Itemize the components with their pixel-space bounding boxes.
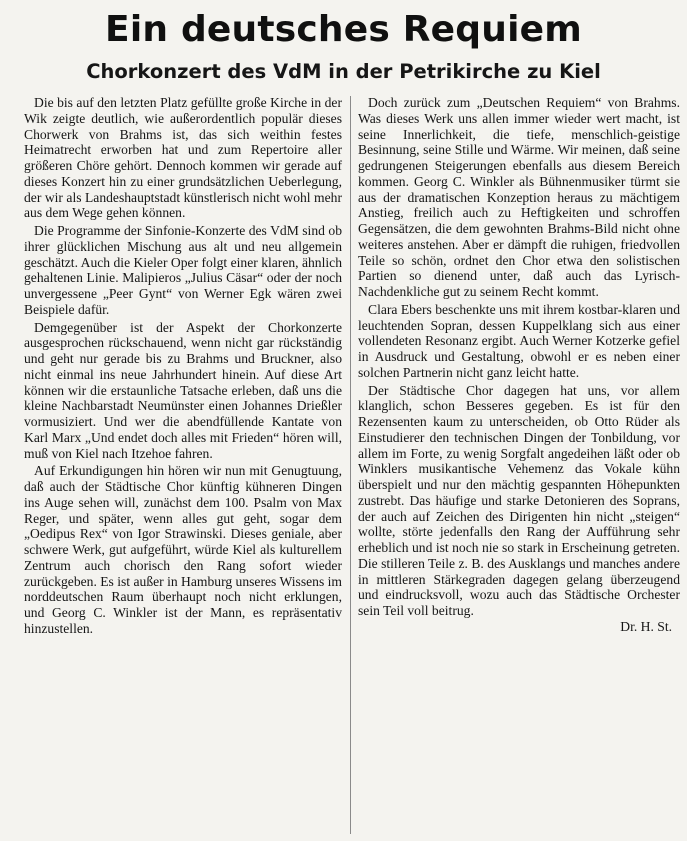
author-signature: Dr. H. St. xyxy=(620,618,672,634)
paragraph: Clara Ebers beschenkte uns mit ihrem kostbar-klaren und leuchtenden Sopran, dessen Kuppelklang sich aus einer vollendeten Resonanz ergibt. Auch Werner Kotzerke gefiel in Ausdruck und Gestaltung, obwohl er es neben einer solchen Partnerin nicht ganz leicht hatte. xyxy=(358,301,680,380)
left-column xyxy=(24,95,342,637)
paragraph: Doch zurück zum „Deutschen Requiem“ von Brahms. Was dieses Werk uns allen immer wieder wert macht, ist seine Innerlichkeit, die tiefe, menschlich-geistige Besinnung, seine Stille und Wärme. Wir meinen, daß seine gedrungenen Steigerungen ebenfalls aus diesem Bereich kommen. Georg C. Winkler als Bühnenmusiker türmt sie aus der dramatischen Konzeption heraus zu mächtigem Anstieg, freilich auch zu Heftigkeiten und schroffen Gegensätzen, die dem gewohnten Brahms-Bild nicht ohne weiteres anstehen. Aber er dämpft die ruhigen, friedvollen Teile so schön, ordnet den Chor etwa den solistischen Partien so dienend unter, daß auch das Lyrisch-Nachdenkliche gut zu seinem Recht kommt. xyxy=(358,95,680,299)
paragraph: Auf Erkundigungen hin hören wir nun mit Genugtuung, daß auch der Städtische Chor künftig kühneren Dingen ins Auge sehen will, zunächst dem 100. Psalm von Max Reger, und später, wenn alles gut geht, sogar dem „Oedipus Rex“ von Igor Strawinski. Dieses geniale, aber schwere Werk, gut aufgeführt, würde Kiel als kulturellem Zentrum auch chorisch den Rang sofort wieder zurückgeben. Es ist außer in Hamburg unseres Wissens im norddeutschen Raum überhaupt noch nicht erklungen, und Georg C. Winkler ist der Mann, es repräsentativ hinzustellen. xyxy=(24,463,342,636)
paragraph: Der Städtische Chor dagegen hat uns, vor allem klanglich, schon Besseres gegeben. Es ist für den Rezensenten kaum zu unterscheiden, ob Otto Rüder als Einstudierer den technischen Dingen der Tonbildung, vor allem im Forte, zu wenig Sorgfalt angedeihen läßt oder ob Winklers musikantische Vehemenz das Vokale kühn überspielt und nur den mächtig gespannten Höhepunkten zustrebt. Das häufige und starke Detonieren des Soprans, der auch auf Zeichen des Dirigenten hin nicht „steigen“ wollte, störte jedenfalls den Rang der Aufführung sehr erheblich und ist noch nie so stark in Erscheinung getreten. Die stilleren Teile z. B. des Ausklangs und manches andere in mittleren Stärkegraden dagegen gelang überzeugend und eindrucksvoll, wozu auch das Städtische Orchester sein Teil voll beitrug. xyxy=(358,382,680,618)
column-divider xyxy=(350,96,351,834)
article-subheadline: Chorkonzert des VdM in der Petrikirche zu Kiel xyxy=(86,60,601,83)
paragraph: Demgegenüber ist der Aspekt der Chorkonzerte ausgesprochen rückschauend, wenn nicht gar rückständig und geht nur gerade bis zu Brahms und Bruckner, also nicht einmal ins neue Jahrhundert hinein. Auf diese Art können wir die erstaunliche Tatsache erleben, daß uns die kleine Nachbarstadt Neumünster einen Johannes Drießler vormusiziert. Und wer die abendfüllende Kantate von Karl Marx „Und endet doch alles mit Frieden“ hören will, muß von Kiel nach Itzehoe fahren. xyxy=(24,319,342,461)
right-column xyxy=(358,95,680,635)
article-headline: Ein deutsches Requiem xyxy=(105,9,582,50)
paragraph: Die bis auf den letzten Platz gefüllte große Kirche in der Wik zeigte deutlich, wie außerordentlich populär dieses Chorwerk von Brahms ist, das sich weithin festes Heimatrecht erworben hat und zum Repertoire aller größeren Chöre gehört. Dennoch kommen wir gerade auf dieses Konzert hin zu einer grundsätzlichen Ueberlegung, der wir als Landeshauptstadt künstlerisch nicht wohl mehr aus dem Wege gehen können. xyxy=(24,95,342,221)
paragraph: Die Programme der Sinfonie-Konzerte des VdM sind ob ihrer glücklichen Mischung aus alt und neu allgemein geschätzt. Auch die Kieler Oper folgt einer klaren, ähnlich gehaltenen Linie. Malipieros „Julius Cäsar“ oder der noch unvergessene „Peer Gynt“ von Werner Egk wären zwei Beispiele dafür. xyxy=(24,223,342,317)
